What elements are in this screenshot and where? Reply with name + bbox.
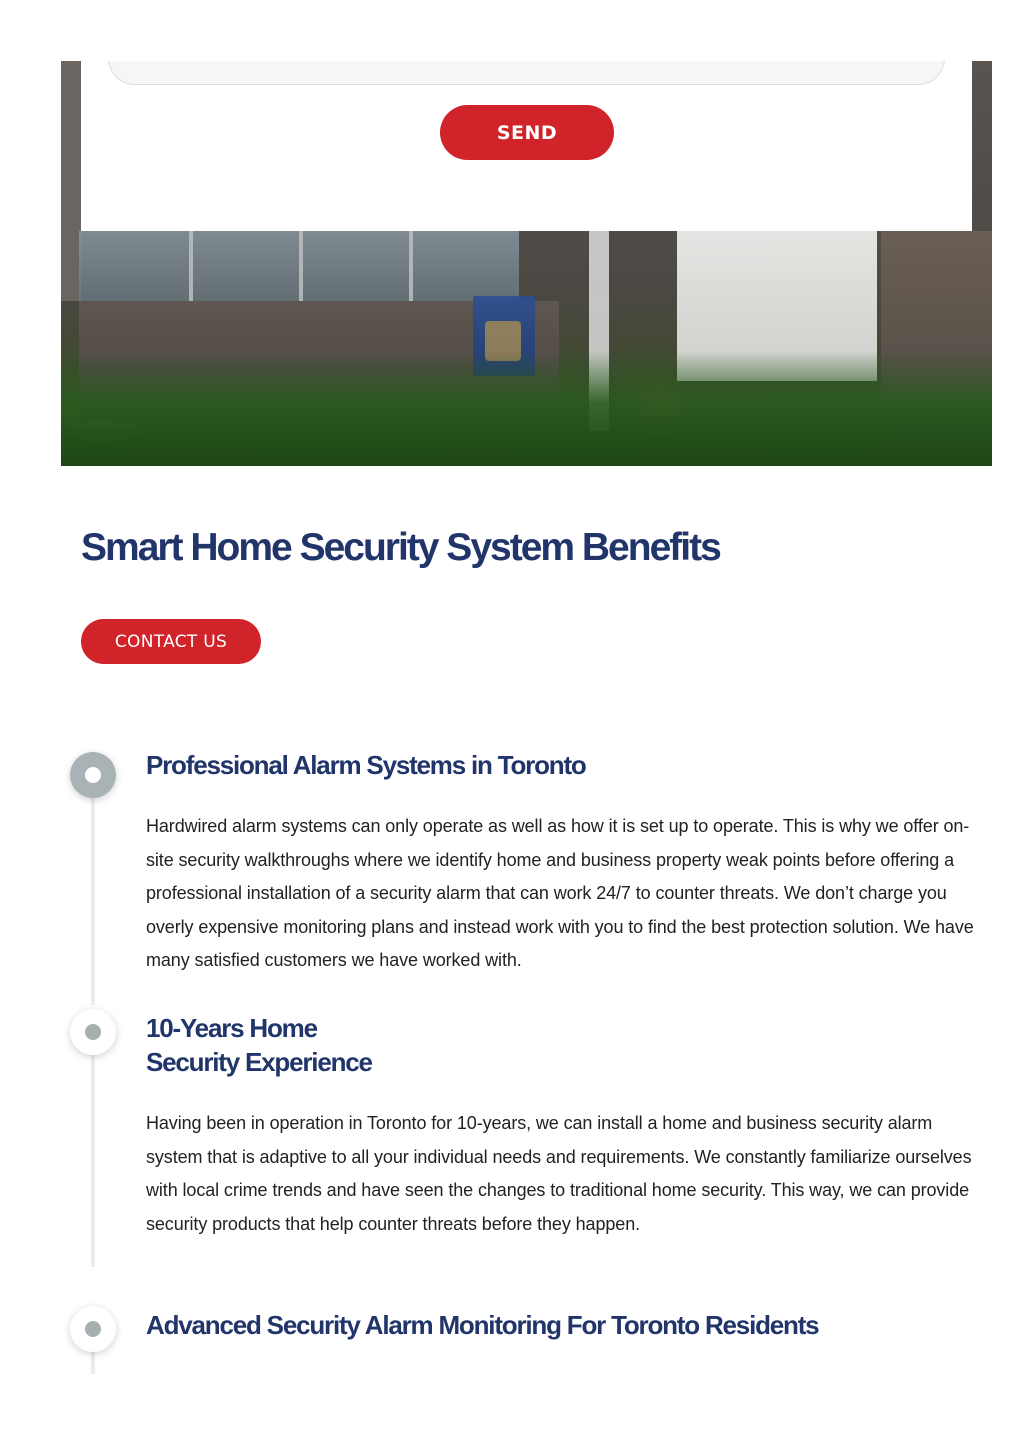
- window-mullion: [409, 231, 413, 301]
- timeline-item-title-line2: Security Experience: [146, 1047, 372, 1077]
- timeline-dot-icon: [85, 1321, 101, 1337]
- timeline-item-title: Professional Alarm Systems in Toronto: [146, 750, 586, 780]
- timeline-item-title: Advanced Security Alarm Monitoring For Toronto Residents: [146, 1310, 819, 1340]
- contact-form-card: [81, 61, 972, 231]
- window-mullion: [299, 231, 303, 301]
- hero-post: [61, 61, 81, 301]
- timeline-marker-3[interactable]: [70, 1306, 116, 1352]
- timeline-item-title-line1: 10-Years Home: [146, 1013, 317, 1043]
- timeline-dot-icon: [85, 1024, 101, 1040]
- timeline-line: [91, 1055, 95, 1267]
- send-button[interactable]: SEND: [440, 105, 614, 160]
- hero-window: [79, 231, 519, 301]
- message-textarea[interactable]: [108, 61, 945, 85]
- timeline-dot-icon: [85, 767, 101, 783]
- window-mullion: [189, 231, 193, 301]
- timeline-item-body: Hardwired alarm systems can only operate as well as how it is set up to operate. This is why we offer on-site security walkthroughs where we identify home and business property weak points before offering a professional installation of a security alarm that can work 24/7 to counter threats. We don’t charge you overly expensive monitoring plans and instead work with you to find the best protection solution. We have many satisfied customers we have worked with.: [146, 816, 974, 971]
- hero-shrubs: [61, 351, 992, 466]
- section-title: Smart Home Security System Benefits: [81, 526, 720, 569]
- timeline-line: [91, 1350, 95, 1374]
- timeline-item-title: [146, 1011, 372, 1079]
- contact-us-button[interactable]: CONTACT US: [81, 619, 261, 664]
- timeline-marker-1[interactable]: [70, 752, 116, 798]
- timeline-line: [91, 790, 95, 1005]
- timeline-marker-2[interactable]: [70, 1009, 116, 1055]
- timeline-item-body: Having been in operation in Toronto for 10-years, we can install a home and business security alarm system that is adaptive to all your individual needs and requirements. We constantly familiarize ourselves with local crime trends and have seen the changes to traditional home security. This way, we can provide security products that help counter threats before they happen.: [146, 1113, 972, 1234]
- hero-image: [61, 61, 992, 466]
